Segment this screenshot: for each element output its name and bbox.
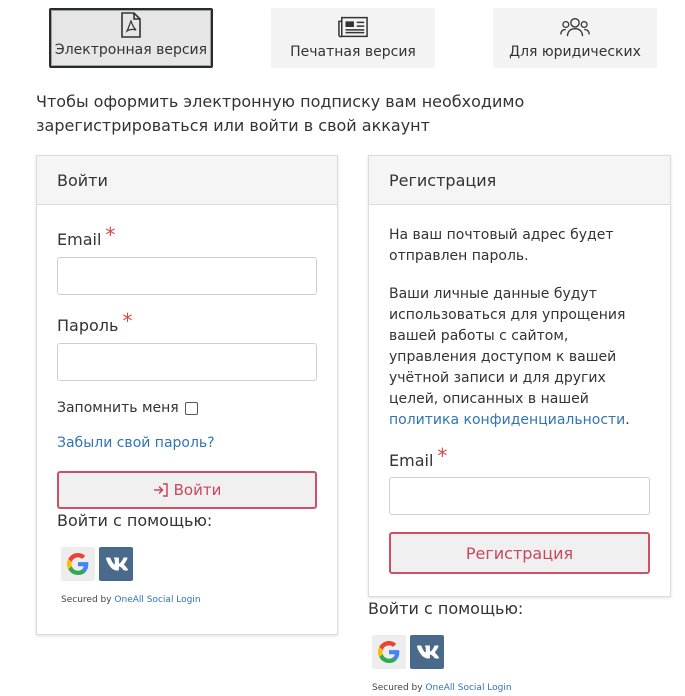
register-email-label: Email * xyxy=(389,444,448,470)
register-button[interactable]: Регистрация xyxy=(389,532,650,574)
social-login-label: Войти с помощью: xyxy=(57,511,213,530)
tab-label: Печатная версия xyxy=(290,44,416,60)
newspaper-icon xyxy=(338,14,368,40)
register-secured-by-text: Secured by OneAll Social Login xyxy=(372,683,512,693)
register-email-input[interactable] xyxy=(389,477,650,515)
tab-label: Электронная версия xyxy=(54,42,208,58)
google-login-button[interactable] xyxy=(372,635,406,669)
login-title: Войти xyxy=(37,156,337,205)
tab-label: Для юридических xyxy=(509,44,641,60)
vk-icon xyxy=(104,556,128,572)
forgot-password-link[interactable]: Забыли свой пароль? xyxy=(57,435,215,451)
login-panel xyxy=(36,155,338,635)
login-icon xyxy=(153,483,169,497)
remember-me: Запомнить меня xyxy=(57,400,198,416)
register-social-buttons xyxy=(372,635,444,669)
remember-checkbox[interactable] xyxy=(185,402,198,415)
pdf-icon xyxy=(116,12,146,38)
google-icon xyxy=(378,641,400,663)
email-label: Email * xyxy=(57,223,116,249)
register-info-text: На ваш почтовый адрес будет отправлен пароль. xyxy=(389,227,614,264)
register-social-label: Войти с помощью: xyxy=(368,599,524,618)
login-email-input[interactable] xyxy=(57,257,317,295)
users-icon xyxy=(560,14,590,40)
password-label: Пароль * xyxy=(57,309,133,335)
vk-icon xyxy=(415,644,439,660)
register-panel xyxy=(368,155,671,597)
intro-text: Чтобы оформить электронную подписку вам необходимо зарегистрироваться или войти в свой аккаунт xyxy=(36,92,525,135)
tab-electronic-version[interactable] xyxy=(49,8,213,68)
oneall-link[interactable]: OneAll Social Login xyxy=(114,595,201,605)
social-buttons xyxy=(61,547,133,581)
vk-login-button[interactable] xyxy=(410,635,444,669)
oneall-link[interactable]: OneAll Social Login xyxy=(425,683,512,693)
login-password-input[interactable] xyxy=(57,343,317,381)
secured-by-text: Secured by OneAll Social Login xyxy=(61,595,201,605)
privacy-policy-link[interactable]: политика конфиденциальности xyxy=(389,412,626,428)
tab-legal-entities[interactable] xyxy=(493,8,657,68)
register-privacy-text: Ваши личные данные будут использоваться для упрощения вашей работы с сайтом, управления доступом к вашей учётной записи и для других целей, описанных в нашей политика конфиденциальности. xyxy=(389,286,630,428)
google-icon xyxy=(67,553,89,575)
tab-print-version[interactable] xyxy=(271,8,435,68)
register-title: Регистрация xyxy=(369,156,670,205)
google-login-button[interactable] xyxy=(61,547,95,581)
vk-login-button[interactable] xyxy=(99,547,133,581)
login-button[interactable]: Войти xyxy=(57,471,317,509)
